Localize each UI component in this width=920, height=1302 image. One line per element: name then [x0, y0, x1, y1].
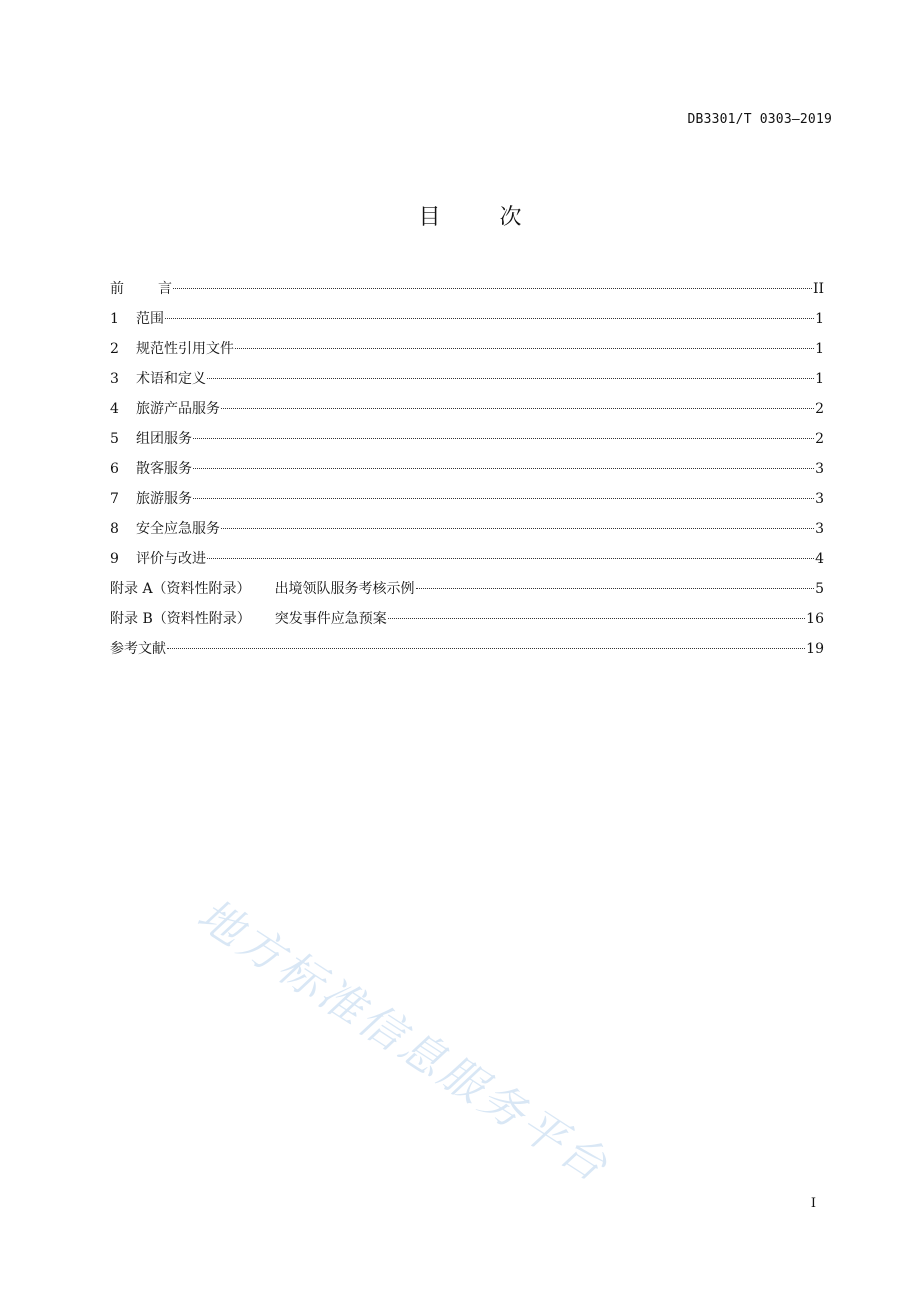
toc-leader-dots	[193, 438, 814, 439]
toc-leader-dots	[221, 528, 814, 529]
toc-entry-text: 安全应急服务	[136, 521, 220, 537]
toc-entry-text: 参考文献	[110, 641, 166, 657]
toc-entry-7[interactable]	[110, 488, 824, 518]
toc-entry-page: II	[812, 281, 824, 297]
toc-entry-text: 范围	[136, 311, 164, 327]
toc-leader-dots	[193, 468, 814, 469]
toc-entry-number: 4	[110, 401, 119, 417]
toc-entry-4[interactable]	[110, 398, 824, 428]
toc-entry-number: 8	[110, 521, 119, 537]
toc-entry-text: 组团服务	[136, 431, 192, 447]
toc-entry-text: 规范性引用文件	[136, 341, 234, 357]
toc-entry-1[interactable]	[110, 308, 824, 338]
document-code: DB3301/T 0303—2019	[687, 112, 832, 127]
toc-entry-text-part-1: 前	[110, 281, 124, 297]
toc-entry-page: 16	[806, 611, 824, 627]
toc-leader-dots	[388, 618, 805, 619]
toc-entry-text: 术语和定义	[136, 371, 206, 387]
toc-title	[0, 200, 920, 231]
appendix-label: 附录 B（资料性附录）	[110, 611, 251, 627]
toc-title-char-2: 次	[499, 205, 522, 230]
appendix-title: 突发事件应急预案	[274, 611, 387, 627]
toc-entry-text: 散客服务	[136, 461, 192, 477]
toc-entry-foreword[interactable]	[110, 278, 824, 308]
toc-entry-text	[110, 278, 172, 300]
toc-entry-text	[110, 608, 387, 630]
toc-entry-page: 2	[815, 401, 824, 417]
toc-entry-3[interactable]	[110, 368, 824, 398]
page-number: I	[810, 1196, 816, 1211]
toc-entry-number: 3	[110, 371, 119, 387]
toc-entry-text: 旅游服务	[136, 491, 192, 507]
appendix-label: 附录 A（资料性附录）	[110, 581, 251, 597]
toc-entry-text: 旅游产品服务	[136, 401, 220, 417]
toc-entry-9[interactable]	[110, 548, 824, 578]
toc-entry-2[interactable]	[110, 338, 824, 368]
toc-entry-page: 1	[815, 341, 824, 357]
appendix-title: 出境领队服务考核示例	[274, 581, 415, 597]
toc-entry-number: 6	[110, 461, 119, 477]
toc-entry-number: 5	[110, 431, 119, 447]
toc-entry-text	[110, 578, 415, 600]
toc-title-char-1: 目	[418, 205, 441, 230]
toc-entry-page: 1	[815, 371, 824, 387]
toc-entry-appendix-b[interactable]	[110, 608, 824, 638]
toc-entry-page: 3	[815, 461, 824, 477]
toc-leader-dots	[165, 318, 814, 319]
toc-entry-5[interactable]	[110, 428, 824, 458]
toc-entry-text-part-2: 言	[158, 281, 172, 297]
toc-entry-page: 4	[815, 551, 824, 567]
toc-entry-number: 2	[110, 341, 119, 357]
toc-entry-page: 3	[815, 521, 824, 537]
toc-leader-dots	[173, 288, 812, 289]
toc-entry-page: 3	[815, 491, 824, 507]
toc-entry-number: 1	[110, 311, 119, 327]
toc-entry-text: 评价与改进	[136, 551, 206, 567]
toc-entry-6[interactable]	[110, 458, 824, 488]
toc-leader-dots	[207, 378, 814, 379]
toc-list	[110, 278, 824, 668]
toc-entry-page: 1	[815, 311, 824, 327]
toc-leader-dots	[193, 498, 814, 499]
toc-entry-number: 7	[110, 491, 119, 507]
toc-leader-dots	[416, 588, 815, 589]
toc-entry-page: 19	[806, 641, 824, 657]
watermark: 地方标准信息服务平台	[188, 889, 619, 1194]
toc-leader-dots	[221, 408, 814, 409]
toc-entry-8[interactable]	[110, 518, 824, 548]
toc-entry-appendix-a[interactable]	[110, 578, 824, 608]
toc-leader-dots	[207, 558, 814, 559]
toc-entry-page: 2	[815, 431, 824, 447]
toc-entry-references[interactable]	[110, 638, 824, 668]
toc-leader-dots	[167, 648, 805, 649]
toc-entry-number: 9	[110, 551, 119, 567]
toc-entry-page: 5	[815, 581, 824, 597]
toc-leader-dots	[235, 348, 814, 349]
